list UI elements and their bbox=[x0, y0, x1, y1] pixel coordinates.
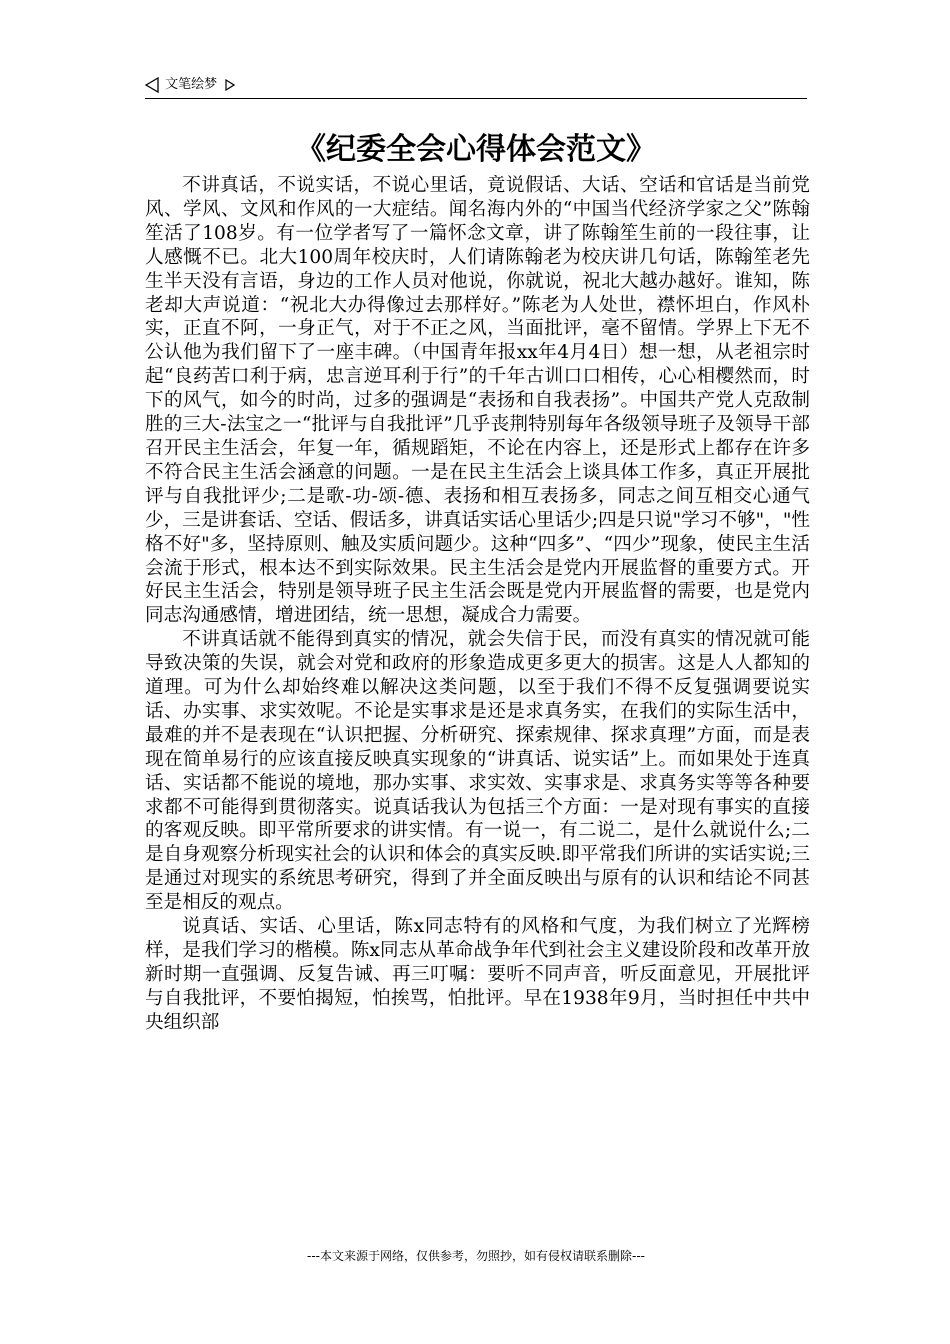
paragraph-3: 说真话、实话、心里话，陈x同志特有的风格和气度，为我们树立了光辉榜样，是我们学习的楷模。陈x同志从革命战争年代到社会主义建设阶段和改革开放新时期一直强调、反复告诫、再三叮嘱：要听不同声音，听反面意见，开展批评与自我批评，不要怕揭短，怕挨骂，怕批评。早在1938年9月，当时担任中共中央组织部 bbox=[145, 916, 810, 1033]
footer-disclaimer: ---本文来源于网络，仅供参考，勿照抄，如有侵权请联系删除--- bbox=[307, 1249, 645, 1263]
paragraph-1: 不讲真话，不说实话，不说心里话，竟说假话、大话、空话和官话是当前党风、学风、文风和作风的一大症结。闻名海内外的“中国当代经济学家之父”陈翰笙活了108岁。有一位学者写了一篇怀念文章，讲了陈翰笙生前的一段往事，让人感慨不已。北大100周年校庆时，人们请陈翰老为校庆讲几句话，陈翰笙老先生半天没有言语，身边的工作人员对他说，你就说，祝北大越办越好。谁知，陈老却大声说道：“祝北大办得像过去那样好。”陈老为人处世，襟怀坦白，作风朴实，正直不阿，一身正气，对于不正之风，当面批评，毫不留情。学界上下无不公认他为我们留下了一座丰碑。（中国青年报xx年4月4日）想一想，从老祖宗时起“良药苦口利于病，忠言逆耳利于行”的千年古训口口相传，心心相樱然而，时下的风气，如今的时尚，过多的强调是“表扬和自我表扬”。中国共产党人克敌制胜的三大-法宝之一“批评与自我批评”几乎丧荆特别每年各级领导班子及领导干部召开民主生活会，年复一年，循规蹈矩，不论在内容上，还是形式上都存在许多不符合民主生活会涵意的问题。一是在民主生活会上谈具体工作多，真正开展批评与自我批评少;二是歌-功-颂-德、表扬和相互表扬多，同志之间互相交心通气少，三是讲套话、空话、假话多，讲真话实话心里话少;四是只说"学习不够"，"性格不好"多，坚持原则、触及实质问题少。这种“四多”、“四少”现象，使民主生活会流于形式，根本达不到实际效果。民主生活会是党内开展监督的重要方式。开好民主生活会，特别是领导班子民主生活会既是党内开展监督的需要，也是党内同志沟通感情，增进团结，统一思想，凝成合力需要。 bbox=[145, 175, 810, 627]
triangle-left-icon bbox=[145, 77, 159, 93]
header-brand: 文笔绘梦 bbox=[165, 77, 218, 92]
page-header bbox=[145, 76, 807, 99]
document-body bbox=[145, 174, 810, 1035]
paragraph-2: 不讲真话就不能得到真实的情况，就会失信于民，而没有真实的情况就可能导致决策的失误，就会对党和政府的形象造成更多更大的损害。这是人人都知的道理。可为什么却始终难以解决这类问题，以至于我们不得不反复强调要说实话、办实事、求实效呢。不论是实事求是还是求真务实，在我们的实际生活中，最难的并不是表现在“认识把握、分析研究、探索规律、探求真理”方面，而是表现在简单易行的应该直接反映真实现象的“讲真话、说实话”上。而如果处于连真话、实话都不能说的境地，那办实事、求实效、实事求是、求真务实等等各种要求都不可能得到贯彻落实。说真话我认为包括三个方面：一是对现有事实的直接的客观反映。即平常所要求的讲实情。有一说一，有二说二，是什么就说什么;二是自身观察分析现实社会的认识和体会的真实反映.即平常我们所讲的实话实说;三是通过对现实的系统思考研究，得到了并全面反映出与原有的认识和结论不同甚至是相反的观点。 bbox=[145, 629, 810, 914]
triangle-right-icon bbox=[225, 79, 235, 91]
document-title: 《纪委全会心得体会范文》 bbox=[296, 132, 656, 167]
